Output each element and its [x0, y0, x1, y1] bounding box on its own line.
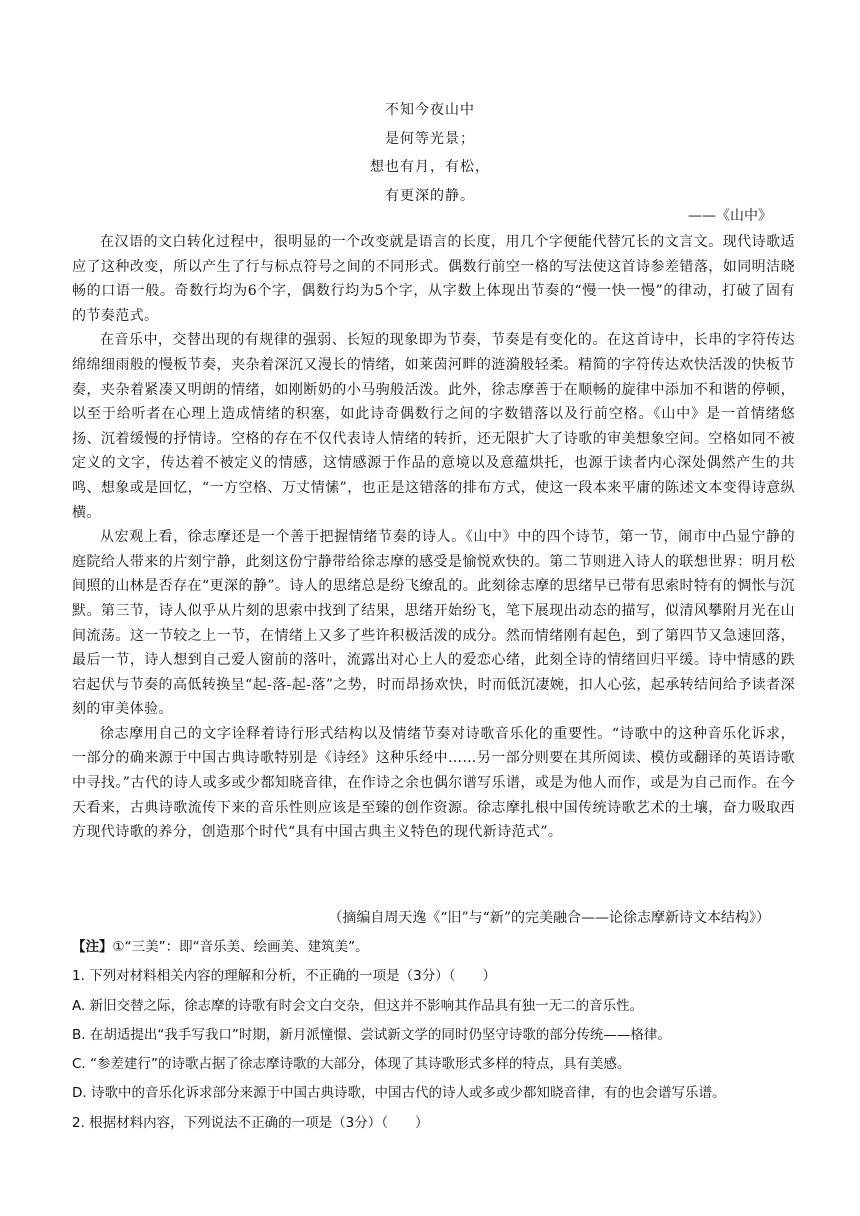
- poem-line: 是何等光景；: [385, 130, 475, 147]
- poem-line: 想也有月，有松，: [370, 159, 490, 176]
- note: [72, 933, 802, 962]
- option-b: B. 在胡适提出“我手写我口”时期，新月派憧憬、尝试新文学的同时仍坚守诗歌的部分传统——格律。: [72, 1026, 671, 1043]
- option-c: C. “参差建行”的诗歌占据了徐志摩诗歌的大部分，体现了其诗歌形式多样的特点，具有美感。: [72, 1056, 631, 1073]
- poem-source: ——《山中》: [688, 208, 772, 224]
- option-a: A. 新旧交替之际，徐志摩的诗歌有时会文白交杂，但这并不影响其作品具有独一无二的音乐性。: [72, 997, 644, 1014]
- questions-section: [72, 933, 802, 1138]
- question-stem: 1. 下列对材料相关内容的理解和分析，不正确的一项是（3分）（ ）: [72, 968, 497, 985]
- option-d: D. 诗歌中的音乐化诉求部分来源于中国古典诗歌，中国古代的诗人或多或少都知晓音律，有的也会谱写乐谱。: [72, 1085, 726, 1102]
- paragraph: 徐志摩用自己的文字诠释着诗行形式结构以及情绪节奏对诗歌音乐化的重要性。“诗歌中的这种音乐化诉求，一部分的确来源于中国古典诗歌特别是《诗经》这种乐经中……另一部分则要在其所阅读、模仿或翻译的英语诗歌中寻找。”古代的诗人或多或少都知晓音律，在作诗之余也偶尔谱写乐谱，或是为他人而作，或是为自己而作。在今天看来，古典诗歌流传下来的音乐性则应该是至臻的创作资源。徐志摩扎根中国传统诗歌艺术的土壤，奋力吸取西方现代诗歌的养分，创造那个时代“具有中国古典主义特色的现代新诗范式”。: [72, 725, 795, 841]
- poem-line: 有更深的静。: [385, 187, 475, 204]
- poem: [0, 96, 860, 210]
- paragraph: 在音乐中，交替出现的有规律的强弱、长短的现象即为节奏，节奏是有变化的。在这首诗中，长串的字符传达绵绵细雨般的慢板节奏，夹杂着深沉又漫长的情绪，如莱茵河畔的涟漪般轻柔。精简的字符传达欢快活泼的快板节奏，夹杂着紧凑又明朗的情绪，如刚断奶的小马驹般活泼。此外，徐志摩善于在顺畅的旋律中添加不和谐的停顿，以至于给听者在心理上造成情绪的积塞，如此诗奇偶数行之间的字数错落以及行前空格。《山中》是一首情绪悠扬、沉着缓慢的抒情诗。空格的存在不仅代表诗人情绪的转折，还无限扩大了诗歌的审美想象空间。空格如同不被定义的文字，传达着不被定义的情感，这情感源于作品的意境以及意蕴烘托，也源于读者内心深处偶然产生的共鸣、想象或是回忆，“一方空格、万丈情愫”，也正是这错落的排布方式，使这一段本来平庸的陈述文本变得诗意纵横。: [72, 332, 795, 521]
- question-stem: 2. 根据材料内容，下列说法不正确的一项是（3分）（ ）: [72, 1114, 429, 1131]
- note-label: 【注】: [72, 939, 113, 955]
- note-text: ①“三美”：即“音乐美、绘画美、建筑美”。: [112, 939, 369, 955]
- poem-line: 不知今夜山中: [385, 102, 475, 118]
- paragraph: 在汉语的文白转化过程中，很明显的一个改变就是语言的长度，用几个字便能代替冗长的文言文。现代诗歌适应了这种改变，所以产生了行与标点符号之间的不同形式。偶数行前空一格的写法使这首诗参差错落，如同明洁晓畅的口语一般。奇数行均为6个字，偶数行均为5个字，从字数上体现出节奏的“慢一快一慢”的律动，打破了固有的节奏范式。: [72, 234, 795, 324]
- paragraph: 从宏观上看，徐志摩还是一个善于把握情绪节奏的诗人。《山中》中的四个诗节，第一节，闹市中凸显宁静的庭院给人带来的片刻宁静，此刻这份宁静带给徐志摩的感受是愉悦欢快的。第二节则进入诗人的联想世界：明月松间照的山林是否存在“更深的静”。诗人的思绪总是纷飞缭乱的。此刻徐志摩的思绪早已带有思索时特有的惆怅与沉默。第三节，诗人似乎从片刻的思索中找到了结果，思绪开始纷飞，笔下展现出动态的描写，似清风攀附月光在山间流荡。这一节较之上一节，在情绪上又多了些许积极活泼的成分。然而情绪刚有起色，到了第四节又急速回落，最后一节，诗人想到自己爱人窗前的落叶，流露出对心上人的爱恋心绪，此刻全诗的情绪回归平缓。诗中情感的跌宕起伏与节奏的高低转换呈“起-落-起-落”之势，时而昂扬欢快，时而低沉凄婉，扣人心弦，起承转结间给予读者深刻的审美体验。: [72, 529, 795, 718]
- citation: （摘编自周天逸《“旧”与“新”的完美融合——论徐志摩新诗文本结构》）: [328, 910, 770, 926]
- article-body: [72, 230, 795, 845]
